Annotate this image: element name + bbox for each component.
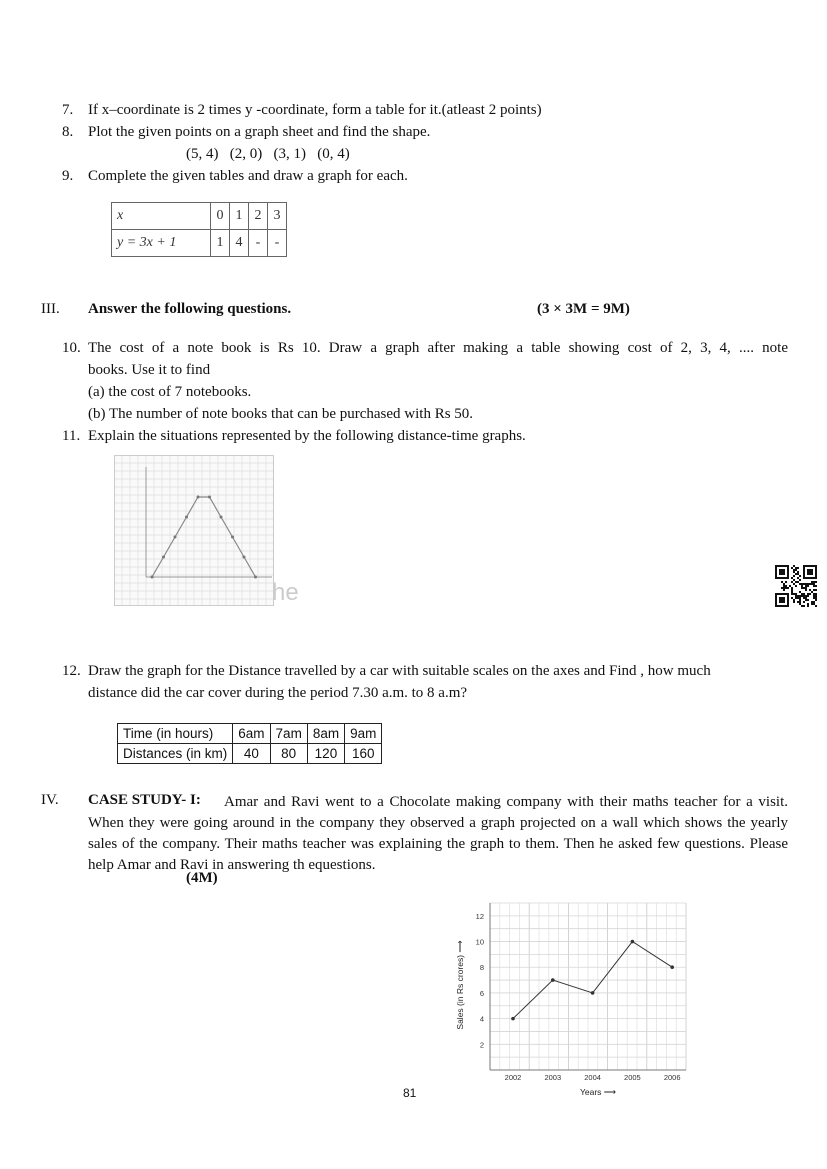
watermark-text: he (272, 579, 299, 606)
qr-module (787, 603, 789, 605)
qr-module (783, 589, 785, 591)
qr-module (787, 575, 789, 577)
question-text: If x–coordinate is 2 times y -coordinate, form a table for it.(atleast 2 points) (88, 102, 542, 118)
data-point (231, 536, 234, 539)
qr-module (779, 573, 781, 575)
qr-module (797, 573, 799, 575)
qr-module (797, 581, 799, 583)
qr-module (781, 599, 783, 601)
qr-module (811, 573, 813, 575)
qr-module (791, 597, 793, 599)
qr-module (787, 605, 789, 607)
qr-module (807, 571, 809, 573)
case-study-title: CASE STUDY- I: (88, 792, 201, 808)
qr-module (793, 565, 795, 567)
table-cell: 1 (230, 203, 249, 230)
qr-module (811, 569, 813, 571)
qr-module (779, 577, 781, 579)
qr-module (787, 573, 789, 575)
data-point (631, 940, 635, 944)
qr-module (799, 603, 801, 605)
data-point (511, 1017, 515, 1021)
data-point (151, 576, 154, 579)
qr-module (783, 573, 785, 575)
qr-module (793, 583, 795, 585)
qr-module (779, 593, 781, 595)
data-point (162, 556, 165, 559)
qr-module (781, 577, 783, 579)
x-tick-label: 2005 (624, 1073, 641, 1082)
qr-module (787, 601, 789, 603)
qr-module (815, 569, 817, 571)
case-study-marks: (4M) (186, 870, 218, 886)
qr-module (775, 599, 777, 601)
qr-module (799, 583, 801, 585)
qr-module (779, 597, 781, 599)
qr-module (795, 595, 797, 597)
y-tick-label: 12 (475, 911, 484, 921)
qr-module (815, 605, 817, 607)
table-cell: 2 (249, 203, 268, 230)
qr-module (807, 593, 809, 595)
data-point (220, 516, 223, 519)
qr-module (781, 573, 783, 575)
qr-module (775, 573, 777, 575)
qr-module (799, 601, 801, 603)
qr-module (803, 565, 805, 567)
qr-module (815, 589, 817, 591)
data-point (670, 965, 674, 969)
qr-module (807, 605, 809, 607)
qr-module (807, 573, 809, 575)
x-tick-label: 2003 (544, 1073, 562, 1082)
qr-module (783, 597, 785, 599)
qr-module (799, 595, 801, 597)
qr-module (803, 605, 805, 607)
qr-module (799, 579, 801, 581)
qr-module (805, 587, 807, 589)
qr-module (777, 593, 779, 595)
y-tick-label: 6 (479, 988, 484, 998)
qr-module (807, 599, 809, 601)
qr-module (791, 581, 793, 583)
page-number: 81 (403, 1086, 417, 1100)
qr-module (791, 567, 793, 569)
question-number: 12. (62, 663, 81, 679)
qr-module (803, 601, 805, 603)
qr-module (805, 595, 807, 597)
qr-module (809, 571, 811, 573)
y-tick-label: 2 (479, 1040, 484, 1050)
data-point (208, 496, 211, 499)
qr-module (779, 571, 781, 573)
section-title: Answer the following questions. (88, 301, 292, 317)
sales-chart-axes (476, 903, 686, 1082)
qr-module (791, 589, 793, 591)
table-cell: 0 (211, 203, 230, 230)
table-cell: 3 (268, 203, 287, 230)
qr-module (795, 581, 797, 583)
section-number: III. (41, 301, 60, 317)
qr-module (779, 599, 781, 601)
qr-module (793, 569, 795, 571)
qr-module (781, 581, 783, 583)
qr-module (811, 591, 813, 593)
question-text: Explain the situations represented by the following distance-time graphs. (88, 428, 526, 444)
qr-module (785, 565, 787, 567)
question-text: Draw the graph for the Distance travelled by a car with suitable scales on the axes and Find , how much (88, 663, 711, 679)
qr-module (793, 579, 795, 581)
table-cell: Time (in hours) (118, 724, 233, 744)
data-point (591, 991, 595, 995)
qr-module (815, 581, 817, 583)
qr-module (815, 571, 817, 573)
table-cell: 4 (230, 230, 249, 257)
qr-module (807, 603, 809, 605)
qr-module (799, 575, 801, 577)
qr-module (795, 569, 797, 571)
qr-module (793, 601, 795, 603)
qr-module (805, 577, 807, 579)
qr-module (803, 583, 805, 585)
qr-module (783, 577, 785, 579)
qr-module (801, 595, 803, 597)
data-point (243, 556, 246, 559)
qr-module (781, 569, 783, 571)
qr-module (807, 565, 809, 567)
qr-module (807, 585, 809, 587)
qr-module (781, 587, 783, 589)
table-row (112, 203, 287, 230)
qr-module (775, 565, 777, 567)
qr-module (787, 569, 789, 571)
qr-module (797, 567, 799, 569)
question-text: books. Use it to find (88, 362, 211, 378)
qr-module (787, 587, 789, 589)
qr-module (805, 585, 807, 587)
section-number: IV. (41, 792, 59, 808)
qr-module (805, 565, 807, 567)
qr-module (815, 593, 817, 595)
qr-module (815, 565, 817, 567)
qr-module (803, 597, 805, 599)
qr-module (801, 583, 803, 585)
qr-module (787, 593, 789, 595)
qr-module (783, 583, 785, 585)
qr-module (813, 595, 815, 597)
case-study-text: Amar and Ravi went to a Chocolate making company with their maths teacher for a visit. When they were going around in the company they observed a graph projected on a wall which shows the yearly sales of the company. Their maths teacher was explaining the graph to them. Then he asked few questions. Please help Amar and Ravi in answering th equestions. (88, 794, 788, 873)
qr-module (777, 577, 779, 579)
qr-module (783, 587, 785, 589)
qr-module (787, 567, 789, 569)
qr-module (797, 597, 799, 599)
qr-module (805, 597, 807, 599)
qr-module (783, 599, 785, 601)
qr-module (809, 577, 811, 579)
qr-module (811, 571, 813, 573)
qr-module (813, 585, 815, 587)
qr-module (803, 595, 805, 597)
qr-module (813, 593, 815, 595)
qr-module (793, 571, 795, 573)
qr-module (803, 573, 805, 575)
qr-module (789, 585, 791, 587)
qr-module (783, 569, 785, 571)
question-subpart: (a) the cost of 7 notebooks. (88, 384, 252, 400)
qr-module (803, 587, 805, 589)
table-cell: 1 (211, 230, 230, 257)
table-cell: 9am (345, 724, 382, 744)
qr-module (813, 597, 815, 599)
data-point (197, 496, 200, 499)
qr-module (781, 597, 783, 599)
qr-module (805, 589, 807, 591)
qr-module (779, 569, 781, 571)
qr-module (803, 567, 805, 569)
table-q9 (111, 202, 287, 257)
qr-module (781, 565, 783, 567)
y-axis-label: Sales (in Rs crores) ⟶ (455, 940, 465, 1030)
data-point (551, 978, 555, 982)
question-text: Complete the given tables and draw a graph for each. (88, 168, 408, 184)
qr-module (783, 571, 785, 573)
qr-module (809, 589, 811, 591)
qr-module (791, 587, 793, 589)
qr-module (795, 597, 797, 599)
qr-module (783, 585, 785, 587)
points-list: (5, 4) (2, 0) (3, 1) (0, 4) (186, 146, 350, 162)
table-cell: 40 (233, 744, 270, 764)
qr-module (813, 565, 815, 567)
table-row (118, 744, 382, 764)
qr-module (779, 605, 781, 607)
qr-module (787, 597, 789, 599)
qr-module (775, 605, 777, 607)
question-number: 7. (62, 102, 74, 118)
qr-module (815, 573, 817, 575)
question-subpart: (b) The number of note books that can be purchased with Rs 50. (88, 406, 474, 422)
qr-module (775, 567, 777, 569)
qr-module (813, 577, 815, 579)
qr-module (775, 575, 777, 577)
qr-module (805, 599, 807, 601)
qr-module (787, 599, 789, 601)
qr-module (807, 569, 809, 571)
table-cell: - (249, 230, 268, 257)
question-number: 11. (62, 428, 81, 444)
qr-module (803, 569, 805, 571)
qr-module (811, 581, 813, 583)
qr-module (775, 569, 777, 571)
qr-module (799, 591, 801, 593)
table-cell: 7am (270, 724, 307, 744)
qr-module (793, 599, 795, 601)
qr-module (795, 567, 797, 569)
qr-module (791, 591, 793, 593)
qr-module (815, 577, 817, 579)
question-number: 8. (62, 124, 74, 140)
table-cell: y = 3x + 1 (112, 230, 211, 257)
sales-chart (450, 893, 695, 1101)
x-tick-label: 2004 (584, 1073, 601, 1082)
data-point (185, 516, 188, 519)
question-number: 9. (62, 168, 74, 184)
qr-module (791, 593, 793, 595)
qr-module (795, 593, 797, 595)
qr-module (783, 605, 785, 607)
table-cell: 6am (233, 724, 270, 744)
qr-module (797, 595, 799, 597)
qr-module (813, 601, 815, 603)
qr-module (809, 569, 811, 571)
qr-module (801, 585, 803, 587)
table-row (112, 230, 287, 257)
qr-module (807, 577, 809, 579)
qr-module (775, 593, 777, 595)
distance-time-graph (114, 455, 304, 607)
qr-module (787, 577, 789, 579)
qr-module (783, 565, 785, 567)
y-tick-label: 4 (479, 1014, 484, 1024)
data-point (174, 536, 177, 539)
qr-module (775, 577, 777, 579)
qr-module (785, 581, 787, 583)
qr-module (785, 585, 787, 587)
qr-module (801, 605, 803, 607)
qr-module (777, 565, 779, 567)
qr-module (775, 595, 777, 597)
qr-module (803, 575, 805, 577)
qr-module (781, 601, 783, 603)
qr-module (775, 601, 777, 603)
question-text: Plot the given points on a graph sheet and find the shape. (88, 124, 431, 140)
qr-module (807, 595, 809, 597)
table-cell: x (112, 203, 211, 230)
qr-module (785, 605, 787, 607)
qr-module (793, 575, 795, 577)
qr-module (779, 601, 781, 603)
qr-module (815, 585, 817, 587)
y-tick-label: 8 (479, 963, 484, 973)
qr-module (803, 571, 805, 573)
question-text: distance did the car cover during the period 7.30 a.m. to 8 a.m? (88, 685, 468, 701)
qr-module (797, 577, 799, 579)
qr-code (775, 565, 817, 607)
qr-module (777, 605, 779, 607)
qr-module (785, 587, 787, 589)
qr-module (809, 583, 811, 585)
qr-module (797, 601, 799, 603)
qr-module (815, 567, 817, 569)
y-tick-label: 10 (475, 937, 484, 947)
qr-module (811, 603, 813, 605)
qr-module (811, 577, 813, 579)
qr-module (781, 593, 783, 595)
table-cell: 120 (307, 744, 344, 764)
qr-module (779, 565, 781, 567)
qr-module (815, 597, 817, 599)
qr-module (797, 571, 799, 573)
table-cell: - (268, 230, 287, 257)
table-q12 (117, 723, 382, 764)
qr-module (799, 597, 801, 599)
qr-module (795, 573, 797, 575)
qr-module (811, 583, 813, 585)
qr-module (813, 603, 815, 605)
qr-module (813, 581, 815, 583)
qr-module (815, 595, 817, 597)
qr-module (799, 599, 801, 601)
qr-module (805, 583, 807, 585)
qr-module (785, 593, 787, 595)
qr-module (811, 565, 813, 567)
qr-module (809, 573, 811, 575)
qr-module (775, 597, 777, 599)
table-cell: 80 (270, 744, 307, 764)
qr-module (793, 593, 795, 595)
x-tick-label: 2006 (663, 1073, 681, 1082)
qr-module (801, 593, 803, 595)
qr-module (781, 605, 783, 607)
table-cell: Distances (in km) (118, 744, 233, 764)
data-point (254, 576, 257, 579)
qr-module (813, 583, 815, 585)
question-number: 10. (62, 340, 81, 356)
sales-chart-grid (490, 903, 686, 1070)
qr-module (803, 577, 805, 579)
qr-module (795, 585, 797, 587)
qr-module (807, 583, 809, 585)
table-cell: 8am (307, 724, 344, 744)
qr-module (781, 571, 783, 573)
qr-module (813, 589, 815, 591)
qr-module (775, 603, 777, 605)
question-text: The cost of a note book is Rs 10. Draw a graph after making a table showing cost of 2, 3, 4, .... note (88, 340, 788, 356)
qr-module (785, 577, 787, 579)
qr-module (801, 587, 803, 589)
qr-module (815, 599, 817, 601)
x-tick-label: 2002 (504, 1073, 522, 1082)
qr-module (811, 601, 813, 603)
qr-module (783, 593, 785, 595)
table-row (118, 724, 382, 744)
qr-module (809, 593, 811, 595)
table-cell: 160 (345, 744, 382, 764)
qr-module (787, 595, 789, 597)
qr-module (809, 565, 811, 567)
qr-module (783, 601, 785, 603)
qr-module (815, 575, 817, 577)
section-marks: (3 × 3M = 9M) (537, 301, 630, 317)
qr-module (803, 593, 805, 595)
qr-module (787, 565, 789, 567)
qr-module (775, 571, 777, 573)
x-axis-label: Years ⟶ (580, 1087, 616, 1097)
qr-module (791, 577, 793, 579)
qr-module (787, 571, 789, 573)
